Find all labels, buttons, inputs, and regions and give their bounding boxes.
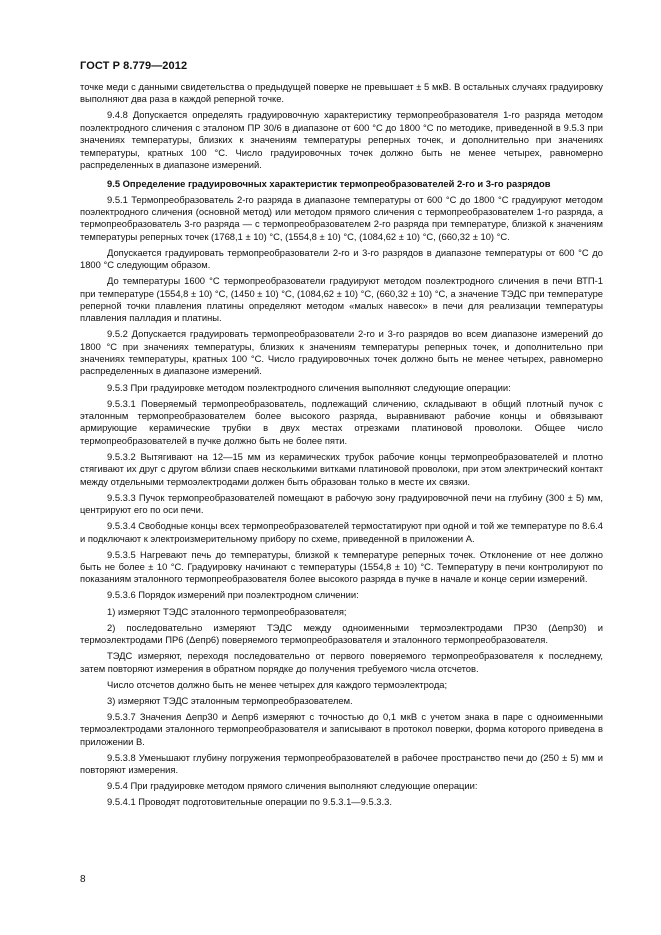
document-body (80, 81, 603, 813)
paragraph: 9.5.1 Термопреобразователь 2-го разряда в диапазоне температуры от 600 °С до 1800 °С градуируют методом поэлектродного сличения (основной метод) или методом прямого сличения с термопреобразователем 1-го разряда, а термопреобразователь 3-го разряда — с термопреобразователем 2-го разряда при температуре, близкой к значениям температуры реперных точек (1768,1 ± 10) °С, (1554,8 ± 10) °С, (1084,62 ± 10) °С, (660,32 ± 10) °С. (80, 193, 603, 242)
document-header: ГОСТ Р 8.779—2012 (80, 60, 188, 72)
paragraph: 9.5.3 При градуировке методом поэлектродного сличения выполняют следующие операции: (107, 381, 511, 393)
paragraph: 9.5.2 Допускается градуировать термопреобразователи 2-го и 3-го разрядов во всем диапазоне измерений до 1800 °С при значениях температуры, близких к значениям температуры реперных точек, и дополнительно при значениях температуры, кратных 100 °С. Число градуировочных точек должно быть не менее четырех, равномерно распределенных в диапазоне измерений. (80, 328, 603, 377)
paragraph: 2) последовательно измеряют ТЭДС между одноименными термоэлектродами ПР30 (Δeпр30) и термоэлектродами ПР6 (Δeпр6) поверяемого термопреобразователя и эталонного термопреобразователя. (80, 621, 603, 646)
paragraph: ТЭДС измеряют, переходя последовательно от первого поверяемого термопреобразователя к последнему, затем повторяют измерения в обратном порядке до получения требуемого числа отсчетов. (80, 650, 603, 674)
paragraph: точке меди с данными свидетельства о предыдущей поверке не превышает ± 5 мкВ. В остальных случаях градуировку выполняют два раза в каждой реперной точке. (80, 81, 603, 105)
paragraph: 9.5.4.1 Проводят подготовительные операции по 9.5.3.1—9.5.3.3. (107, 796, 392, 808)
paragraph: 9.5.3.3 Пучок термопреобразователей помещают в рабочую зону градуировочной печи на глубину (300 ± 5) мм, центрируют его по оси печи. (80, 491, 603, 516)
paragraph: 9.5.3.7 Значения Δeпр30 и Δeпр6 измеряют с точностью до 0,1 мкВ с учетом знака в паре с одноименными термоэлектродами эталонного термопреобразователя и записывают в протокол поверки, форма которого приведена в приложении В. (80, 711, 603, 747)
paragraph: 1) измеряют ТЭДС эталонного термопреобразователя; (107, 605, 347, 617)
paragraph: 9.4.8 Допускается определять градуировочную характеристику термопреобразователя 1-го разряда методом поэлектродного сличения с эталоном ПР 30/6 в диапазоне от 600 °С до 1800 °С по методике, приведенной в 9.5.3 при значениях температуры, близких к значениям температуры реперных точек, и дополнительно при значениях температуры, кратных 100 °С. Число градуировочных точек должно быть не менее четырех, равномерно распределенных в диапазоне измерений. (80, 109, 603, 170)
paragraph: 9.5.3.6 Порядок измерений при поэлектродном сличении: (107, 589, 359, 601)
paragraph: 9.5.3.4 Свободные концы всех термопреобразователей термостатируют при одной и той же температуре по 8.6.4 и подключают к электроизмерительному прибору по схеме, приведенной в приложении А. (80, 520, 603, 544)
paragraph: 3) измеряют ТЭДС эталонным термопреобразователем. (107, 694, 353, 706)
paragraph: 9.5.4 При градуировке методом прямого сличения выполняют следующие операции: (107, 780, 478, 792)
paragraph: 9.5.3.1 Поверяемый термопреобразователь, подлежащий сличению, складывают в общий плотный пучок с эталонным термопреобразователем более высокого разряда, выравнивают рабочие концы и обвязывают армирующие керамические трубки в двух местах отрезками платиновой проволоки. Общее число термопреобразователей в пучке должно быть не более пяти. (80, 397, 603, 446)
section-heading: 9.5 Определение градуировочных характеристик термопреобразователей 2-го и 3-го разрядов (107, 178, 551, 190)
paragraph: До температуры 1600 °С термопреобразователи градуируют методом поэлектродного сличения в печи ВТП-1 при температуре (1554,8 ± 10) °С, (1450 ± 10) °С, (1084,62 ± 10) °С, (660,32 ± 10) °С, а значение ТЭДС при температуре реперной точки плавления платины определяют методом «малых навесок» в печи для реализации температуры плавления палладия и платины. (80, 275, 603, 324)
paragraph: 9.5.3.5 Нагревают печь до температуры, близкой к температуре реперных точек. Отклонение от нее должно быть не более ± 10 °С. Градуировку начинают с температуры (1554,8 ± 10) °С. Температуру в печи контролируют по показаниям эталонного термопреобразователя более высокого разряда в пучке в начале и конце серии измерений. (80, 548, 603, 585)
page-number: 8 (80, 874, 86, 885)
paragraph: 9.5.3.2 Вытягивают на 12—15 мм из керамических трубок рабочие концы термопреобразователей и плотно стягивают их друг с другом вблизи спаев несколькими витками платиновой проволоки, при этом электрический контакт между отдельными термоэлектродами должен быть образован только в месте их связки. (80, 450, 603, 487)
paragraph: Число отсчетов должно быть не менее четырех для каждого термоэлектрода; (107, 678, 448, 690)
paragraph: Допускается градуировать термопреобразователи 2-го и 3-го разрядов в диапазоне температуры от 600 °С до 1800 °С следующим образом. (80, 246, 603, 271)
paragraph: 9.5.3.8 Уменьшают глубину погружения термопреобразователей в рабочее пространство печи до (250 ± 5) мм и повторяют измерения. (80, 751, 603, 776)
